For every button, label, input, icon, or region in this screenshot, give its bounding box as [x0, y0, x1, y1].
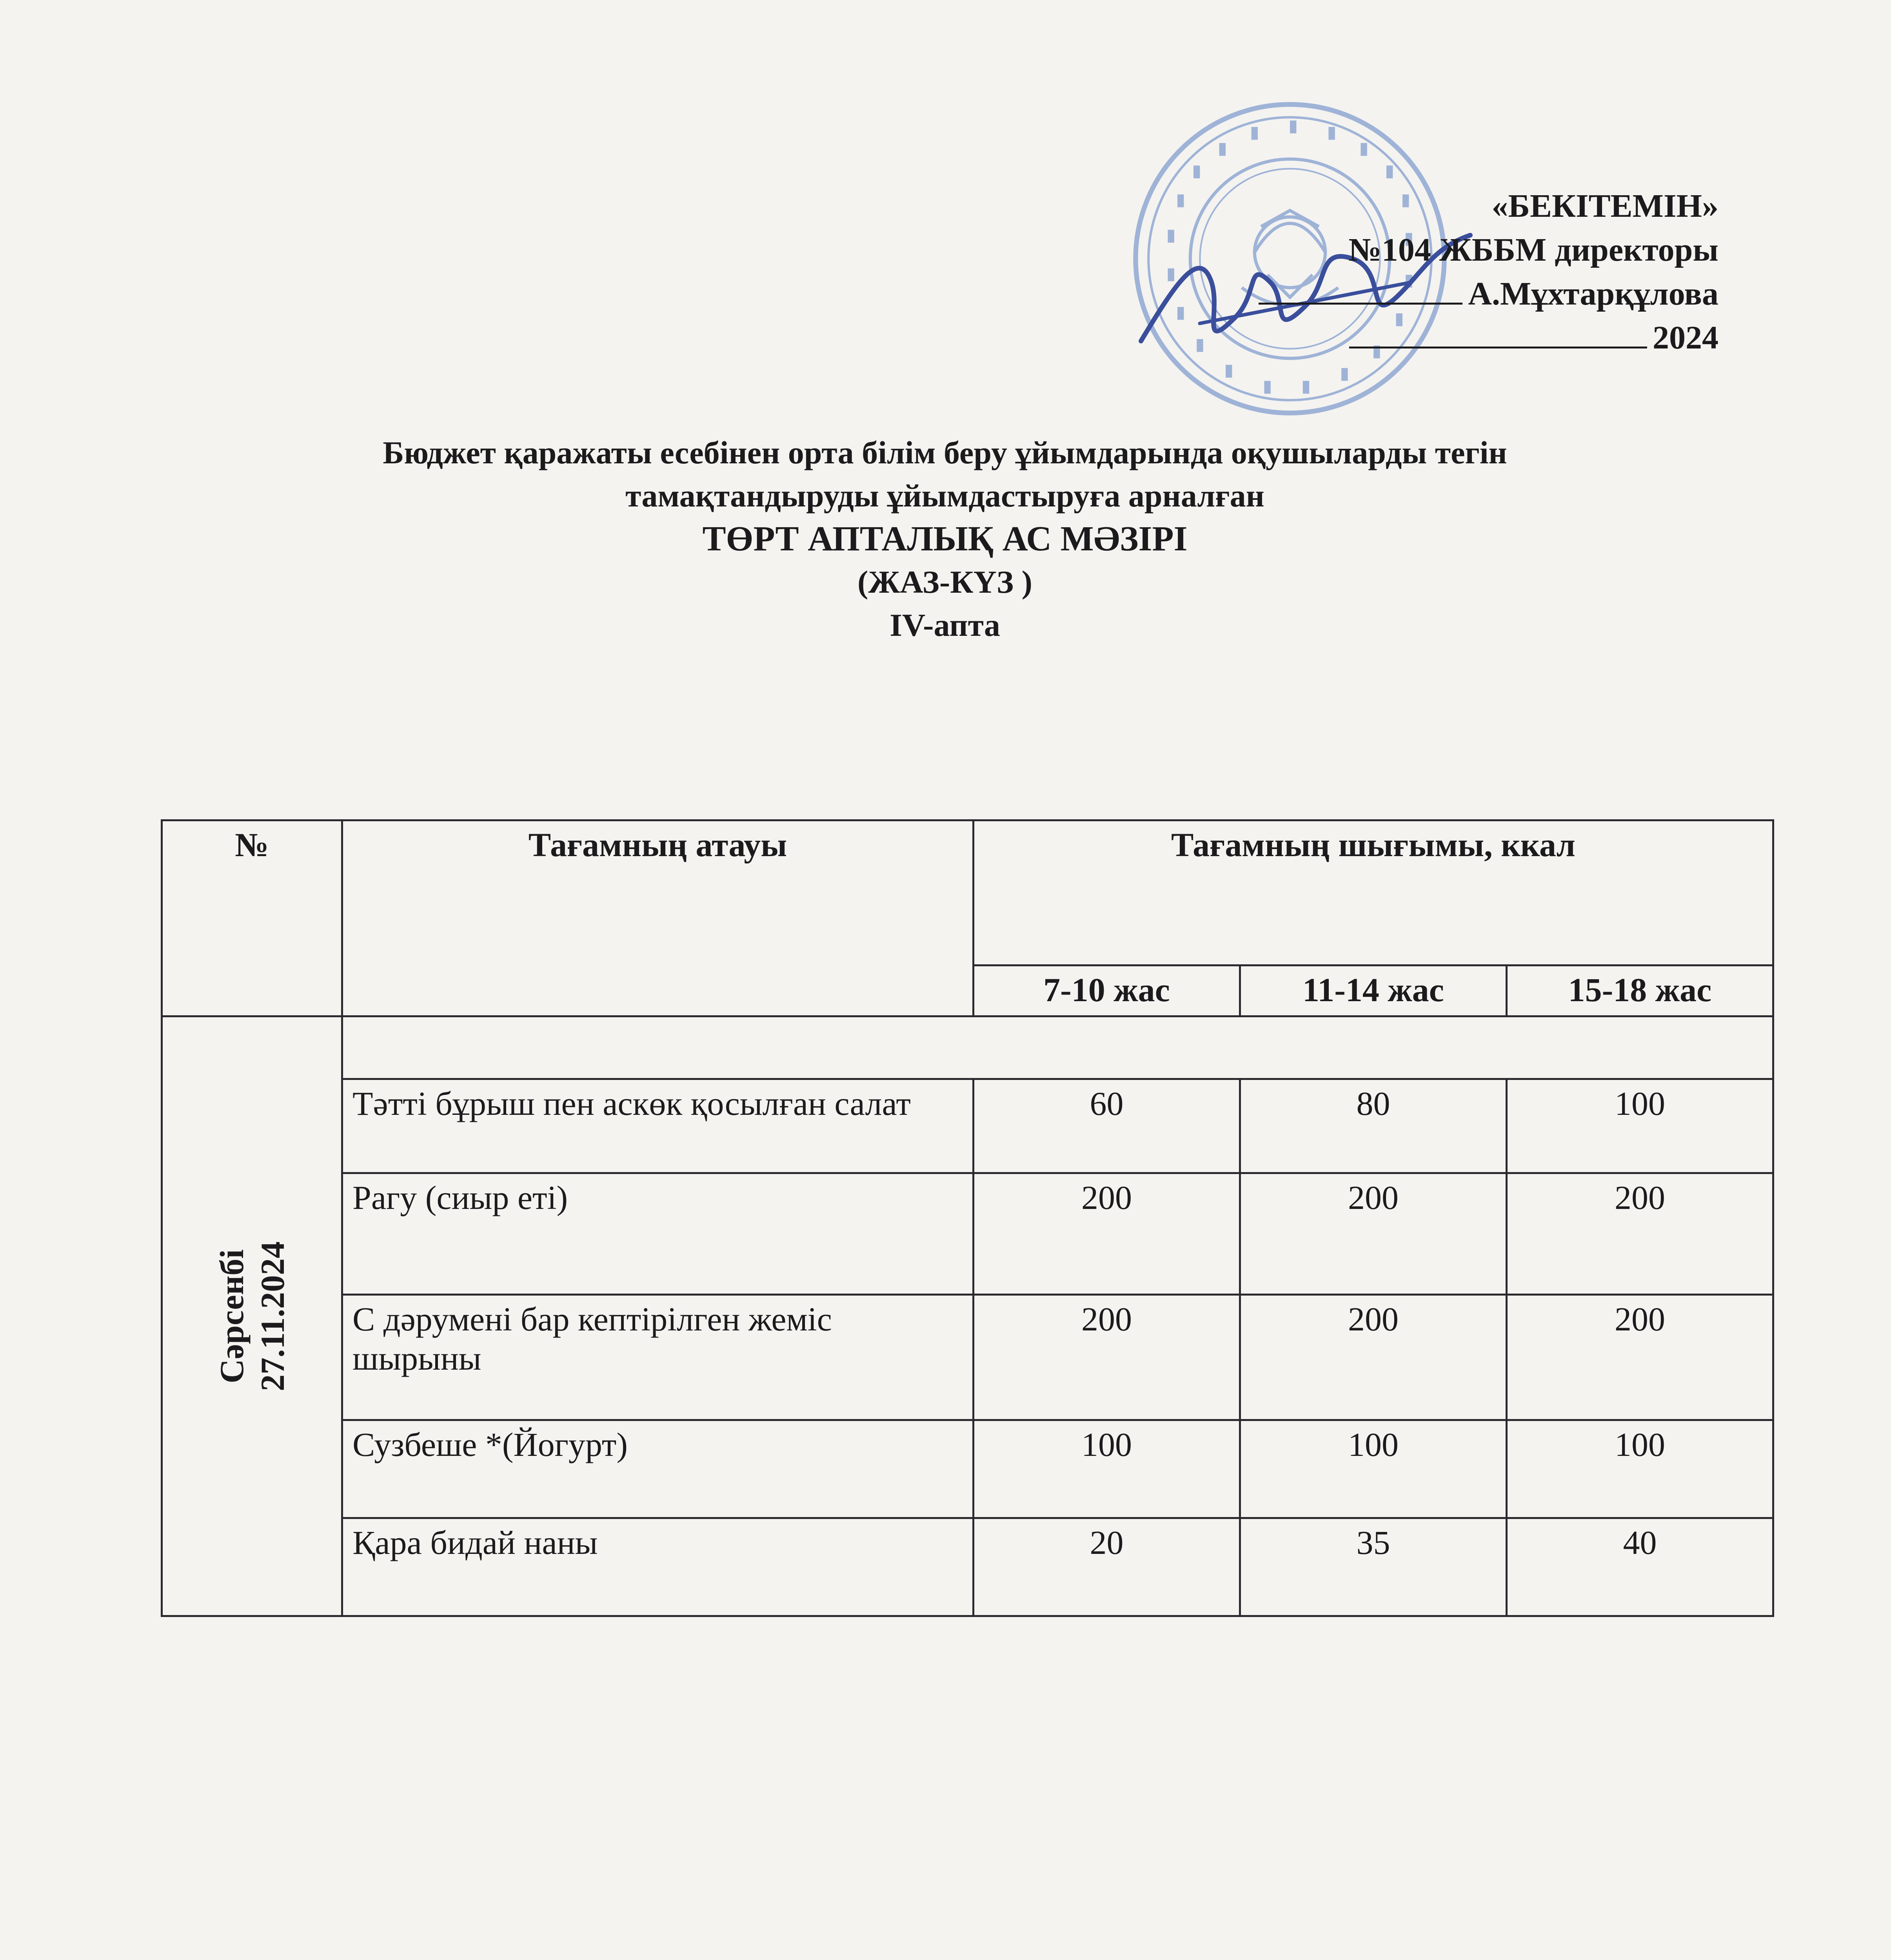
- table-blank-row: [162, 1016, 1773, 1079]
- dish-value: 20: [974, 1518, 1240, 1616]
- blank-cell: [342, 1016, 1773, 1079]
- dish-name: Рагу (сиыр еті): [342, 1173, 974, 1295]
- dish-value: 60: [974, 1079, 1240, 1173]
- dish-value: 200: [1240, 1173, 1507, 1295]
- approval-sign-line: [1259, 275, 1462, 305]
- title-line-2: тамақтандыруды ұйымдастыруға арналған: [625, 478, 1264, 514]
- dish-value: 200: [1507, 1295, 1773, 1420]
- day-name: Сәрсенбі: [213, 1249, 251, 1383]
- dish-value: 100: [974, 1420, 1240, 1518]
- document-title: [169, 431, 1721, 647]
- header-dish-name: Тағамның атауы: [342, 820, 974, 1016]
- title-line-4: (ЖАЗ-КҮЗ ): [857, 564, 1032, 600]
- dish-value: 200: [974, 1295, 1240, 1420]
- table-row: [162, 1518, 1773, 1616]
- table-row: [162, 1420, 1773, 1518]
- dish-value: 200: [1240, 1295, 1507, 1420]
- dish-name: Сузбеше *(Йогурт): [342, 1420, 974, 1518]
- header-age-3: 15-18 жас: [1507, 965, 1773, 1016]
- dish-value: 35: [1240, 1518, 1507, 1616]
- approval-date: [1259, 316, 1718, 360]
- table-row: [162, 1173, 1773, 1295]
- dish-value: 100: [1507, 1079, 1773, 1173]
- dish-value: 200: [974, 1173, 1240, 1295]
- dish-value: 100: [1240, 1420, 1507, 1518]
- menu-table: [161, 819, 1774, 1617]
- header-output: Тағамның шығымы, ккал: [974, 820, 1773, 965]
- dish-value: 40: [1507, 1518, 1773, 1616]
- approval-position: №104 ЖББМ директоры: [1348, 232, 1718, 268]
- header-num: №: [162, 820, 342, 1016]
- title-week: IV-апта: [890, 607, 1000, 643]
- header-age-1: 7-10 жас: [974, 965, 1240, 1016]
- dish-value: 200: [1507, 1173, 1773, 1295]
- title-line-3: ТӨРТ АПТАЛЫҚ АС МӘЗІРІ: [702, 519, 1188, 558]
- approval-block: [1259, 184, 1718, 360]
- approval-signer-name: А.Мұхтарқұлова: [1468, 276, 1718, 312]
- dish-name: С дәрумені бар кептірілген жеміс шырыны: [342, 1295, 974, 1420]
- dish-value: 80: [1240, 1079, 1507, 1173]
- day-cell: [162, 1016, 342, 1616]
- day-date: 27.11.2024: [253, 1241, 291, 1391]
- table-header-row: [162, 820, 1773, 965]
- dish-value: 100: [1507, 1420, 1773, 1518]
- table-row: [162, 1079, 1773, 1173]
- dish-name: Қара бидай наны: [342, 1518, 974, 1616]
- approval-year: 2024: [1653, 319, 1718, 356]
- approval-date-line: [1349, 319, 1647, 348]
- table-row: [162, 1295, 1773, 1420]
- header-age-2: 11-14 жас: [1240, 965, 1507, 1016]
- approval-title: «БЕКІТЕМІН»: [1491, 188, 1718, 224]
- day-label: [211, 1241, 293, 1391]
- approval-signer: [1259, 272, 1718, 316]
- dish-name: Тәтті бұрыш пен аскөк қосылған салат: [342, 1079, 974, 1173]
- title-line-1: Бюджет қаражаты есебінен орта білім беру ұйымдарында оқушыларды тегін: [383, 435, 1507, 470]
